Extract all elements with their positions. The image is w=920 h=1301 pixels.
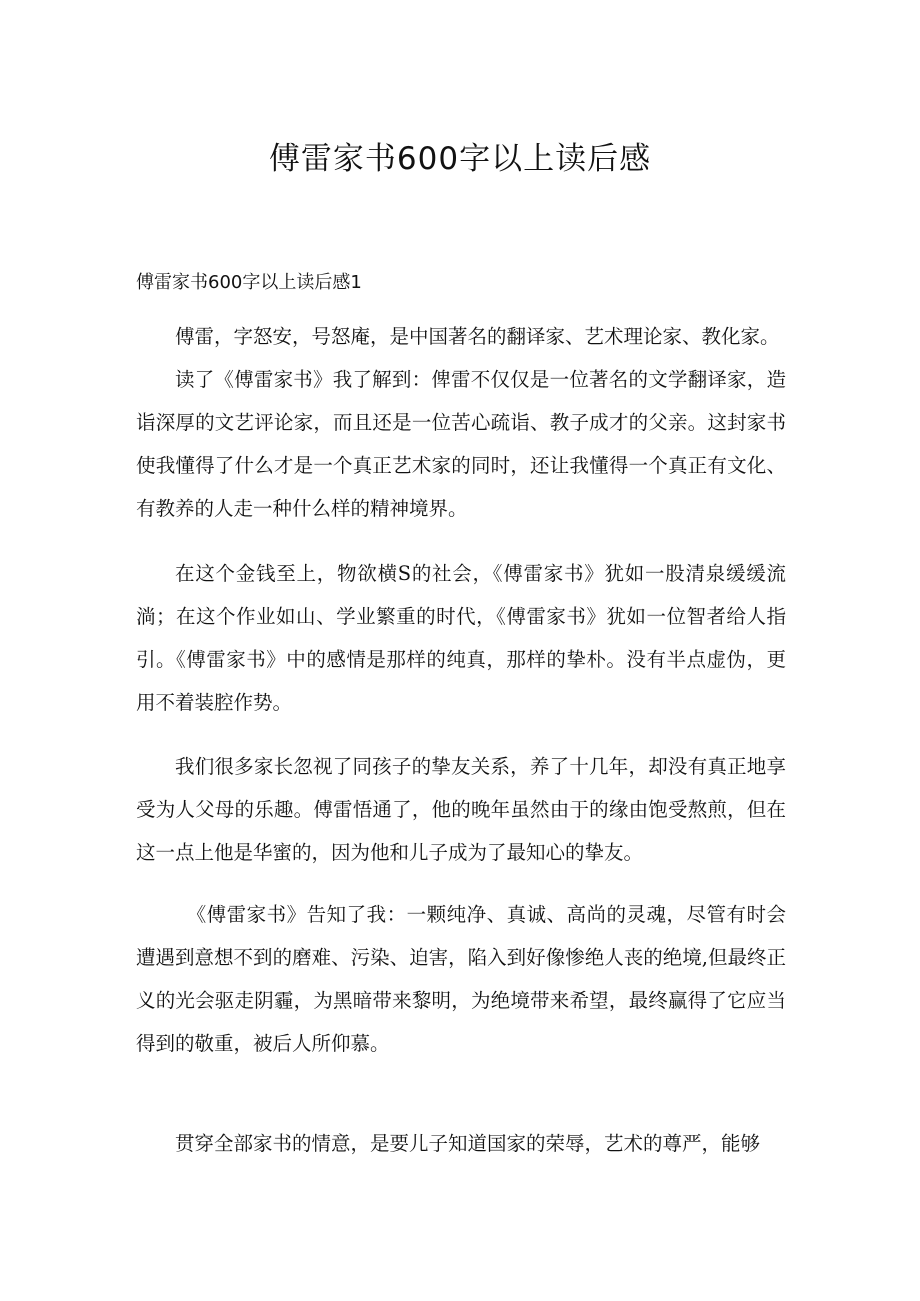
paragraph-intro: 傅雷，字怒安，号怒庵，是中国著名的翻译家、艺术理论家、教化家。 xyxy=(175,325,780,348)
paragraph-society: 在这个金钱至上，物欲横S的社会，《傅雷家书》犹如一股清泉缓缓流淌；在这个作业如山、学业繁重的时代，《傅雷家书》犹如一位智者给人指引。《傅雷家书》中的感情是那样的纯真，那样的挚朴。没有半点虚伪，更用不着装腔作势。 xyxy=(136,562,786,714)
document-title: 傅雷家书600字以上读后感 xyxy=(268,141,652,177)
paragraph-parents: 我们很多家长忽视了同孩子的挚友关系，养了十几年，却没有真正地享受为人父母的乐趣。傅雷悟通了，他的晚年虽然由于的缘由饱受熬煎，但在这一点上他是华蜜的，因为他和儿子成为了最知心的挚友。 xyxy=(136,755,786,864)
section-subtitle: 傅雷家书600字以上读后感1 xyxy=(136,272,362,293)
paragraph-conclusion: 贯穿全部家书的情意，是要儿子知道国家的荣辱，艺术的尊严，能够 xyxy=(175,1132,761,1155)
paragraph-lesson: 《傅雷家书》告知了我：一颗纯净、真诚、高尚的灵魂，尽管有时会遭遇到意想不到的磨难、污染、迫害，陷入到好像惨绝人丧的绝境,但最终正义的光会驱走阴霾，为黑暗带来黎明，为绝境带来希望，最终赢得了它应当得到的敬重，被后人所仰慕。 xyxy=(136,903,786,1055)
paragraph-understanding: 读了《傅雷家书》我了解到：俾雷不仅仅是一位著名的文学翻译家，造诣深厚的文艺评论家，而且还是一位苦心疏诣、教子成才的父亲。这封家书使我懂得了什么才是一个真正艺术家的同时，还让我懂得一个真正有文化、有教养的人走一种什么样的精神境界。 xyxy=(136,368,786,520)
